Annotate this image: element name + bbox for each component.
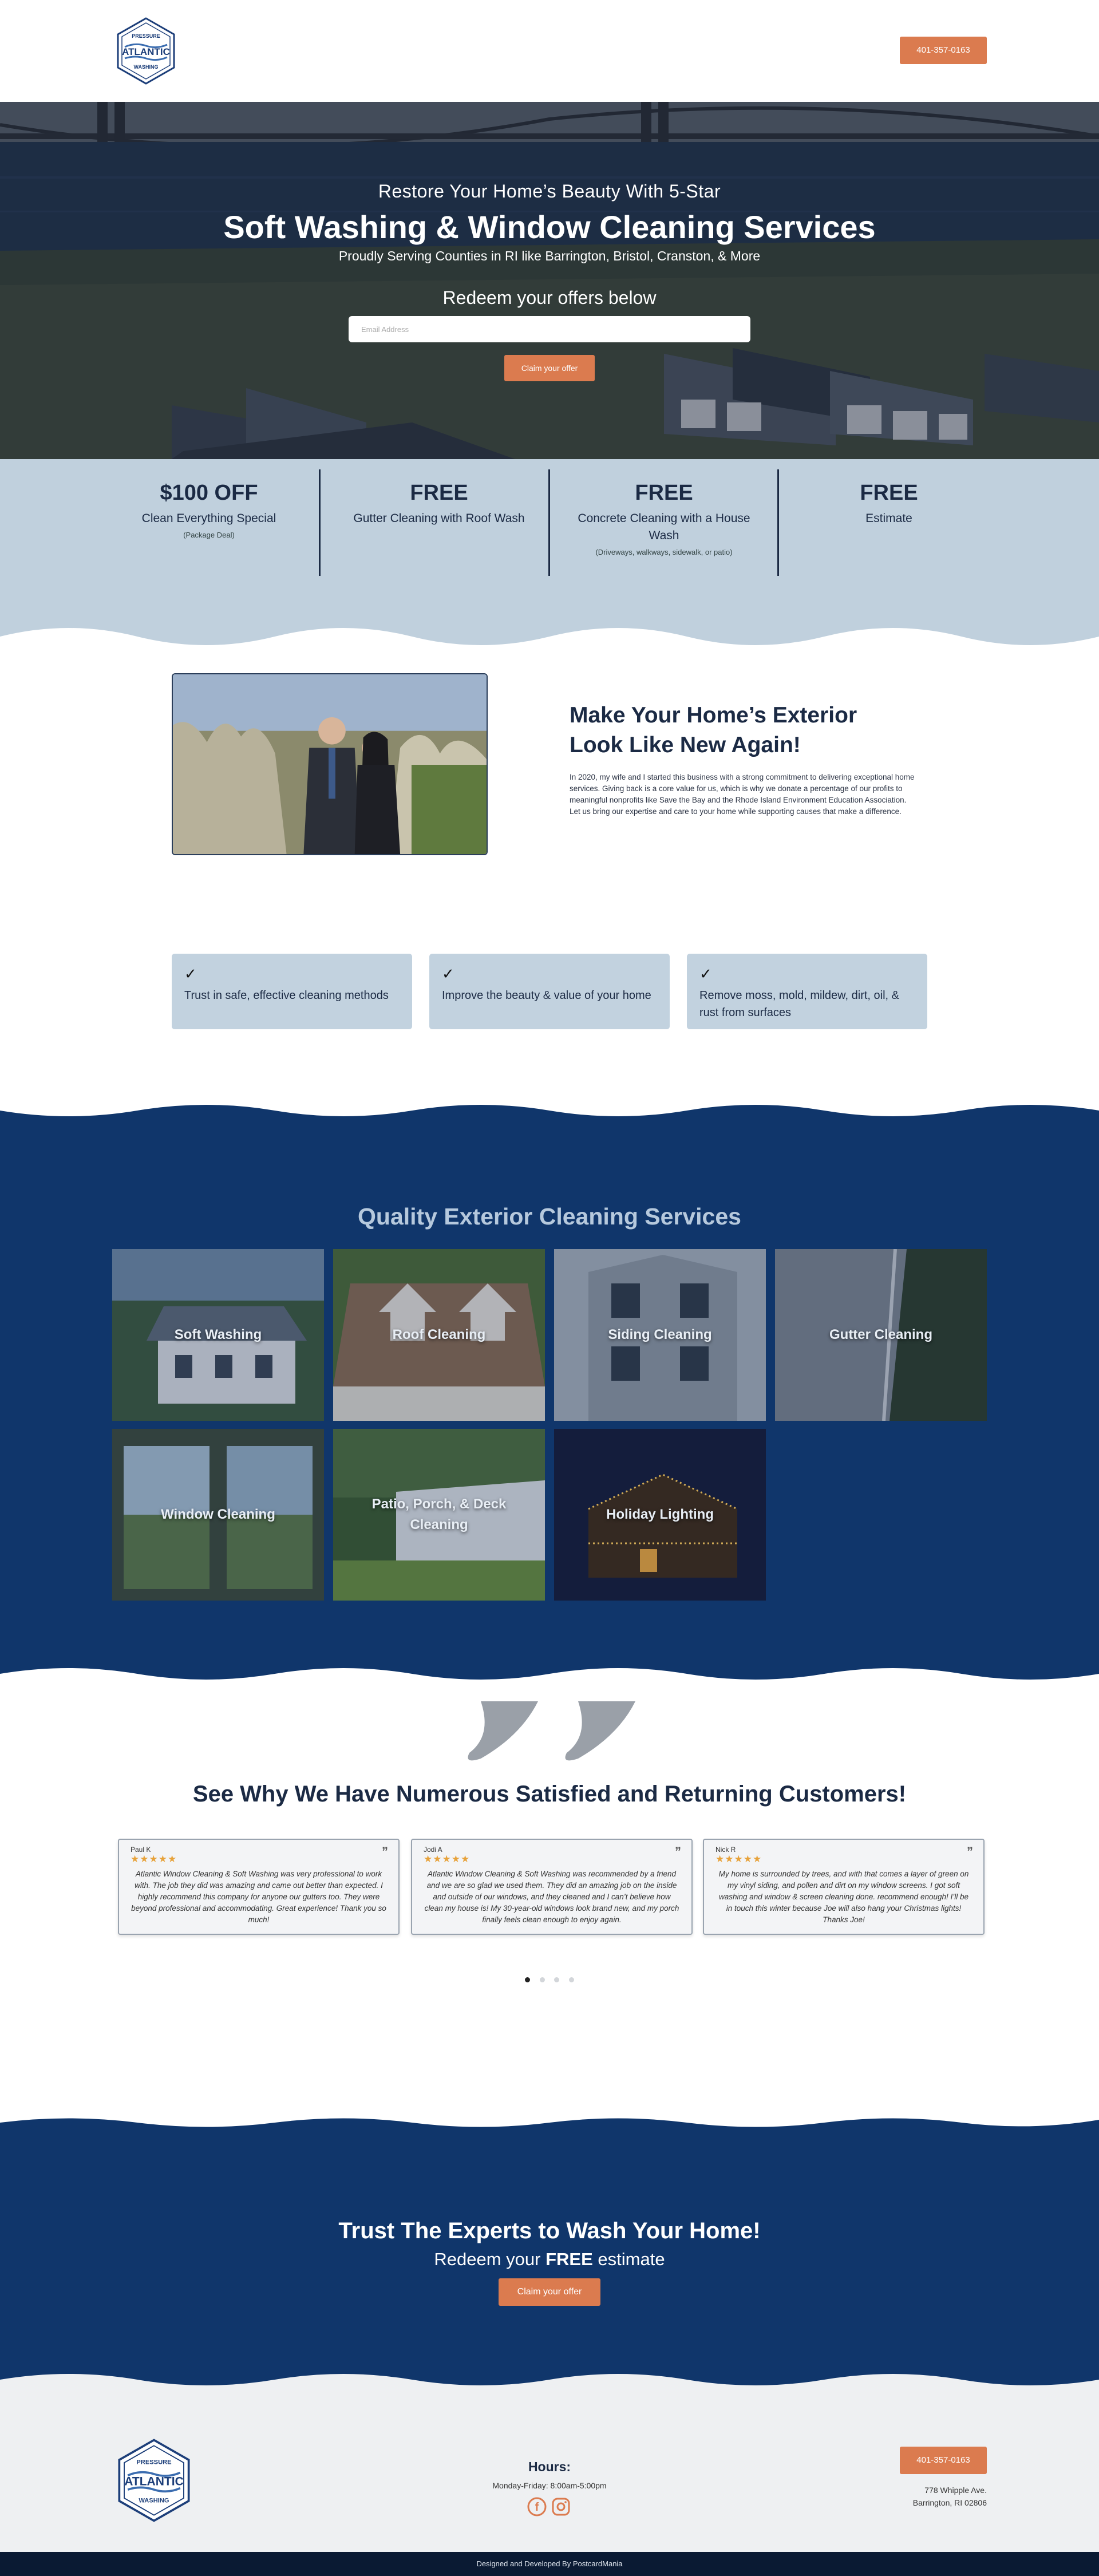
owners-photo: [172, 673, 488, 855]
credit-text[interactable]: Designed and Developed By PostcardMania: [476, 2559, 623, 2568]
offers-section: [0, 459, 1099, 671]
carousel-dots: [0, 1975, 1099, 1985]
address-line: Barrington, RI 02806: [912, 2498, 987, 2507]
atlantic-logo[interactable]: [112, 2439, 196, 2522]
service-label: Patio, Porch, & Deck Cleaning: [371, 1496, 507, 1532]
cta-subtitle: [0, 2249, 1099, 2270]
service-label: Holiday Lighting: [606, 1507, 714, 1522]
testimonials-section: [0, 1690, 1099, 2109]
footer-address: [913, 2484, 987, 2509]
carousel-dot[interactable]: [554, 1977, 559, 1982]
offer-headline: FREE: [860, 481, 918, 505]
star-rating: ★★★★★: [131, 1854, 177, 1864]
testimonials-title: See Why We Have Numerous Satisfied and Returning Customers!: [192, 1781, 907, 1807]
offer-headline: FREE: [410, 481, 468, 505]
hours-text: Monday-Friday: 8:00am-5:00pm: [492, 2481, 607, 2490]
quote-icon: ”: [967, 1844, 973, 1859]
quote-icon: ”: [382, 1844, 388, 1859]
feature-text: Remove moss, mold, mildew, dirt, oil, & rust from surfaces: [699, 989, 899, 1019]
feature-card: [429, 954, 670, 1029]
feature-text: Improve the beauty & value of your home: [442, 989, 651, 1002]
carousel-dot[interactable]: [569, 1977, 574, 1982]
offer-description: Estimate: [865, 512, 912, 525]
footer-phone-button[interactable]: 401-357-0163: [900, 2447, 987, 2474]
svg-text:f: f: [535, 2501, 539, 2514]
wave-divider: [0, 1657, 1099, 1691]
hero-kicker: Restore Your Home’s Beauty With 5-Star: [378, 181, 721, 202]
review-text: My home is surrounded by trees, and with that comes a layer of green on my vinyl siding, and pollen and dirt on my window screens. I got soft washing and window & screen cleaning done. recommend enough! I’ll be in touch this winter because Joe will also hang your Christmas lights! Thanks Joe!: [718, 1870, 969, 1924]
hero-subtitle: Proudly Serving Counties in RI like Barrington, Bristol, Cranston, & More: [338, 248, 761, 263]
review-text: Atlantic Window Cleaning & Soft Washing was very professional to work with. The job they did was amazing and came out better than expected. I highly recommend this company for anyone our gutters too. They were beyond professional and accommodating. Great experience! Thank you so much!: [131, 1870, 386, 1924]
service-tile-gutter-cleaning[interactable]: [775, 1249, 987, 1421]
feature-card: [172, 954, 412, 1029]
carousel-dot[interactable]: [525, 1977, 530, 1982]
service-label: Gutter Cleaning: [829, 1327, 932, 1342]
testimonial-card: [703, 1839, 985, 1935]
carousel-dot[interactable]: [540, 1977, 545, 1982]
service-tile-roof-cleaning[interactable]: [333, 1249, 545, 1421]
offer-divider: [548, 469, 550, 576]
header-phone-button[interactable]: 401-357-0163: [900, 37, 987, 64]
check-icon: ✓: [184, 965, 197, 982]
quote-icon: [458, 1701, 647, 1764]
service-label: Window Cleaning: [161, 1507, 275, 1522]
svg-text:ATLANTIC: ATLANTIC: [122, 46, 170, 57]
address-line: 778 Whipple Ave.: [924, 2486, 987, 2495]
check-icon: ✓: [699, 965, 712, 982]
cta-section: [0, 2109, 1099, 2390]
hero-title: Soft Washing & Window Cleaning Services: [223, 209, 876, 245]
svg-text:WASHING: WASHING: [133, 64, 159, 70]
service-label: Soft Washing: [174, 1327, 262, 1342]
offer-headline: $100 OFF: [160, 481, 258, 505]
service-tile-siding-cleaning[interactable]: [554, 1249, 766, 1421]
reviewer-name: Jodi A: [424, 1846, 442, 1854]
instagram-icon[interactable]: [553, 2499, 569, 2515]
wave-divider: [0, 2108, 1099, 2148]
hero-claim-offer-button[interactable]: Claim your offer: [504, 355, 595, 381]
site-header: [0, 0, 1099, 102]
hero-section: [0, 102, 1099, 459]
service-label: Siding Cleaning: [608, 1327, 712, 1342]
service-tile-holiday-lighting[interactable]: [554, 1429, 766, 1601]
reviewer-name: Paul K: [131, 1846, 151, 1854]
offer-item: [117, 481, 301, 539]
cta-sub-suffix: estimate: [598, 2249, 665, 2269]
hero-overlay: [0, 102, 1099, 459]
offer-item: [572, 481, 756, 556]
service-tile-window-cleaning[interactable]: [112, 1429, 324, 1601]
reviewer-name: Nick R: [715, 1846, 736, 1854]
logo-icon: [112, 17, 180, 85]
about-section: [0, 671, 1099, 1095]
about-title: Make Your Home’s Exterior Look Like New Again!: [570, 703, 857, 757]
offer-item: [797, 481, 981, 527]
wave-divider: [0, 2362, 1099, 2391]
service-tile-soft-washing[interactable]: [112, 1249, 324, 1421]
offer-item: [347, 481, 531, 527]
offer-divider: [777, 469, 779, 576]
services-title: Quality Exterior Cleaning Services: [358, 1203, 741, 1230]
offer-divider: [319, 469, 321, 576]
social-links: [527, 2496, 572, 2517]
svg-text:PRESSURE: PRESSURE: [132, 33, 160, 39]
star-rating: ★★★★★: [715, 1854, 762, 1864]
atlantic-logo[interactable]: [112, 17, 180, 85]
cta-claim-offer-button[interactable]: Claim your offer: [499, 2278, 600, 2306]
feature-text: Trust in safe, effective cleaning methods: [184, 989, 389, 1002]
credit-bar: [0, 2552, 1099, 2576]
cta-sub-prefix: Redeem your: [434, 2249, 541, 2269]
offer-description: Clean Everything Special: [141, 512, 276, 525]
wave-divider: [0, 614, 1099, 671]
star-rating: ★★★★★: [424, 1854, 471, 1864]
service-tile-patio-porch-deck-cleaning[interactable]: [333, 1429, 545, 1601]
check-icon: ✓: [442, 965, 454, 982]
site-footer: [0, 2390, 1099, 2552]
offer-description: Gutter Cleaning with Roof Wash: [353, 512, 525, 525]
email-input[interactable]: [349, 316, 750, 342]
quote-icon: ”: [675, 1844, 681, 1859]
svg-text:ATLANTIC: ATLANTIC: [124, 2475, 184, 2488]
feature-card: [687, 954, 927, 1029]
offer-note: (Driveways, walkways, sidewalk, or patio): [595, 548, 733, 556]
offer-description: Concrete Cleaning with a House Wash: [578, 512, 750, 542]
cta-sub-bold: FREE: [545, 2249, 593, 2269]
about-body: In 2020, my wife and I started this business with a strong commitment to delivering exceptional home services. Giving back is a core value for us, which is why we donate a percentage of our profits to meaningful nonprofits like Save the Bay and the Rhode Island Environment Education Association. Let us bring our expertise and care to your home while supporting causes that make a difference.: [570, 773, 915, 816]
service-label: Roof Cleaning: [392, 1327, 486, 1342]
svg-text:WASHING: WASHING: [139, 2497, 169, 2504]
logo-icon: [112, 2439, 196, 2522]
svg-text:PRESSURE: PRESSURE: [136, 2459, 172, 2466]
testimonial-card: [118, 1839, 400, 1935]
services-section: [0, 1095, 1099, 1690]
offer-note: (Package Deal): [183, 531, 235, 539]
wave-divider: [0, 1093, 1099, 1128]
review-text: Atlantic Window Cleaning & Soft Washing was recommended by a friend and we are so glad we used them. They did an amazing job on the inside and outside of our windows, and they cleaned and I can’t believe how clean my house is! My 30-year-old windows look brand new, and my porch finally feels clean enough to enjoy again.: [424, 1870, 679, 1924]
offer-headline: FREE: [635, 481, 693, 505]
cta-title: Trust The Experts to Wash Your Home!: [338, 2218, 761, 2243]
testimonial-card: [411, 1839, 693, 1935]
hero-redeem-heading: Redeem your offers below: [442, 287, 657, 308]
hours-title: Hours:: [528, 2459, 571, 2474]
facebook-icon[interactable]: [528, 2498, 545, 2515]
